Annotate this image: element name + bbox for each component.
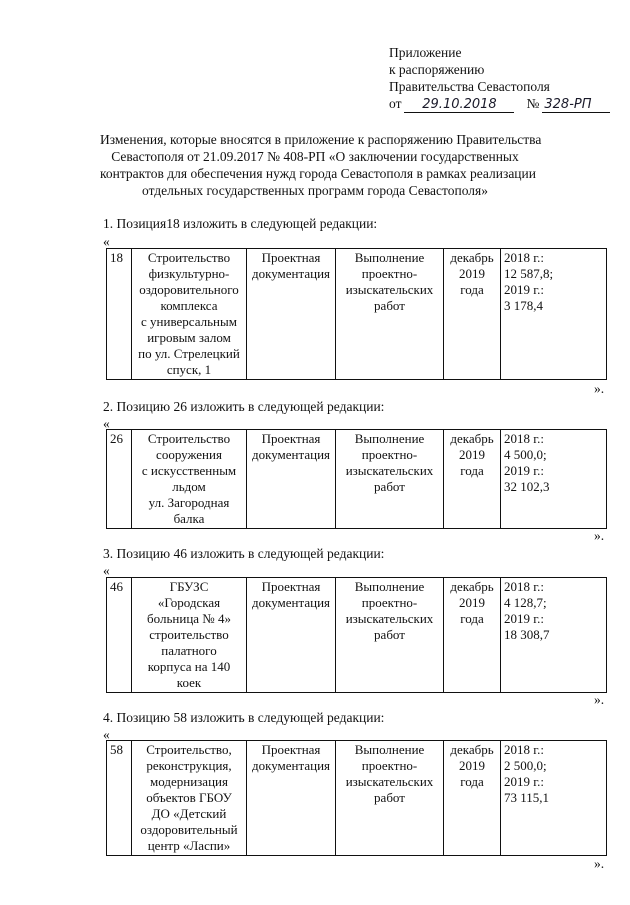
documentation-type bbox=[247, 741, 336, 856]
work-line: Выполнение bbox=[354, 579, 425, 594]
document-header bbox=[389, 44, 610, 113]
doc-line: Проектная bbox=[261, 742, 321, 757]
doc-line: документация bbox=[251, 447, 331, 462]
position-number: 18 bbox=[107, 249, 132, 380]
name-line: ГБУЗС bbox=[169, 579, 209, 594]
section-1-label: 1. Позиция18 изложить в следующей редакции: bbox=[103, 216, 378, 231]
sum-line: 2019 г.: bbox=[504, 463, 544, 478]
work-line: изыскательских bbox=[345, 463, 434, 478]
date-line: декабрь bbox=[450, 579, 494, 594]
name-line: объектов ГБОУ bbox=[146, 790, 232, 805]
object-name bbox=[132, 430, 247, 529]
name-line: «Городская bbox=[157, 595, 221, 610]
sum-line: 32 102,3 bbox=[504, 479, 550, 494]
work-line: Выполнение bbox=[354, 742, 425, 757]
position-number: 26 bbox=[107, 430, 132, 529]
section-2-label: 2. Позицию 26 изложить в следующей редакции: bbox=[103, 399, 385, 414]
funding-amounts bbox=[501, 249, 607, 380]
work-line: Выполнение bbox=[354, 250, 425, 265]
section-1-table bbox=[106, 248, 607, 380]
work-line: проектно- bbox=[361, 266, 418, 281]
documentation-type bbox=[247, 249, 336, 380]
sum-line: 2019 г.: bbox=[504, 774, 544, 789]
position-number: 46 bbox=[107, 578, 132, 693]
date-line: 2019 bbox=[459, 595, 485, 610]
doc-line: документация bbox=[251, 758, 331, 773]
name-line: игровым залом bbox=[147, 330, 231, 345]
section-4-table bbox=[106, 740, 607, 856]
name-line: коек bbox=[176, 675, 202, 690]
object-name bbox=[132, 249, 247, 380]
sum-line: 2019 г.: bbox=[504, 282, 544, 297]
name-line: с искусственным bbox=[141, 463, 237, 478]
section-2-table bbox=[106, 429, 607, 529]
work-type bbox=[336, 741, 444, 856]
title-line-4: отдельных государственных программ города Севастополя» bbox=[142, 183, 488, 198]
table-row bbox=[107, 578, 607, 693]
date-line: года bbox=[460, 282, 484, 297]
name-line: строительство bbox=[149, 627, 229, 642]
name-line: Строительство bbox=[147, 250, 231, 265]
section-4-label: 4. Позицию 58 изложить в следующей редакции: bbox=[103, 710, 385, 725]
date-line: года bbox=[460, 611, 484, 626]
sum-line: 12 587,8; bbox=[504, 266, 554, 281]
section-3-label: 3. Позицию 46 изложить в следующей редакции: bbox=[103, 546, 385, 561]
section-2-quote-open: « bbox=[103, 416, 110, 431]
work-line: проектно- bbox=[361, 758, 418, 773]
work-type bbox=[336, 249, 444, 380]
funding-amounts bbox=[501, 741, 607, 856]
name-line: модернизация bbox=[150, 774, 228, 789]
header-date-line bbox=[389, 95, 610, 113]
date-line: года bbox=[460, 774, 484, 789]
table-row bbox=[107, 249, 607, 380]
sum-line: 2018 г.: bbox=[504, 579, 544, 594]
work-line: работ bbox=[374, 627, 405, 642]
title-line-3: контрактов для обеспечения нужд города Севастополя в рамках реализации bbox=[100, 166, 536, 181]
header-line-government: Правительства Севастополя bbox=[389, 79, 550, 94]
section-1-quote-open: « bbox=[103, 234, 110, 249]
name-line: больница № 4» bbox=[147, 611, 231, 626]
work-line: работ bbox=[374, 479, 405, 494]
section-4-quote-open: « bbox=[103, 727, 110, 742]
date-line: года bbox=[460, 463, 484, 478]
work-line: работ bbox=[374, 790, 405, 805]
section-2-quote-close: ». bbox=[594, 528, 605, 543]
name-line: физкультурно- bbox=[148, 266, 230, 281]
name-line: балка bbox=[173, 511, 205, 526]
number-prefix: № bbox=[526, 96, 540, 111]
funding-amounts bbox=[501, 430, 607, 529]
header-line-order: к распоряжению bbox=[389, 62, 485, 77]
section-3-table bbox=[106, 577, 607, 693]
section-3-quote-close: ». bbox=[594, 692, 605, 707]
work-line: работ bbox=[374, 298, 405, 313]
name-line: корпуса на 140 bbox=[147, 659, 231, 674]
sum-line: 2018 г.: bbox=[504, 250, 544, 265]
work-line: проектно- bbox=[361, 447, 418, 462]
date-line: 2019 bbox=[459, 447, 485, 462]
completion-date bbox=[444, 249, 501, 380]
completion-date bbox=[444, 578, 501, 693]
date-line: 2019 bbox=[459, 266, 485, 281]
name-line: оздоровительный bbox=[140, 822, 238, 837]
doc-line: документация bbox=[251, 595, 331, 610]
sum-line: 4 128,7; bbox=[504, 595, 547, 610]
work-line: проектно- bbox=[361, 595, 418, 610]
sum-line: 2018 г.: bbox=[504, 742, 544, 757]
table-row bbox=[107, 741, 607, 856]
work-type bbox=[336, 578, 444, 693]
handwritten-number: 328-РП bbox=[542, 97, 610, 113]
sum-line: 2 500,0; bbox=[504, 758, 547, 773]
title-line-1: Изменения, которые вносятся в приложение к распоряжению Правительства bbox=[100, 132, 542, 147]
position-number: 58 bbox=[107, 741, 132, 856]
object-name bbox=[132, 578, 247, 693]
name-line: реконструкция, bbox=[146, 758, 232, 773]
name-line: с универсальным bbox=[141, 314, 237, 329]
date-line: декабрь bbox=[450, 250, 494, 265]
name-line: спуск, 1 bbox=[166, 362, 212, 377]
completion-date bbox=[444, 430, 501, 529]
sum-line: 2019 г.: bbox=[504, 611, 544, 626]
name-line: центр «Ласпи» bbox=[147, 838, 231, 853]
section-4-quote-close: ». bbox=[594, 856, 605, 871]
handwritten-date: 29.10.2018 bbox=[404, 97, 514, 113]
document-title bbox=[100, 131, 542, 199]
doc-line: документация bbox=[251, 266, 331, 281]
date-line: декабрь bbox=[450, 742, 494, 757]
name-line: Строительство bbox=[147, 431, 231, 446]
documentation-type bbox=[247, 578, 336, 693]
work-line: изыскательских bbox=[345, 282, 434, 297]
header-line-appendix: Приложение bbox=[389, 45, 462, 60]
section-1-quote-close: ». bbox=[594, 381, 605, 396]
name-line: сооружения bbox=[156, 447, 222, 462]
name-line: комплекса bbox=[160, 298, 218, 313]
funding-amounts bbox=[501, 578, 607, 693]
date-line: 2019 bbox=[459, 758, 485, 773]
documentation-type bbox=[247, 430, 336, 529]
name-line: по ул. Стрелецкий bbox=[138, 346, 240, 361]
object-name bbox=[132, 741, 247, 856]
name-line: ДО «Детский bbox=[151, 806, 227, 821]
work-line: изыскательских bbox=[345, 774, 434, 789]
work-type bbox=[336, 430, 444, 529]
sum-line: 18 308,7 bbox=[504, 627, 550, 642]
date-prefix: от bbox=[389, 96, 402, 111]
doc-line: Проектная bbox=[261, 579, 321, 594]
table-row bbox=[107, 430, 607, 529]
date-line: декабрь bbox=[450, 431, 494, 446]
work-line: Выполнение bbox=[354, 431, 425, 446]
sum-line: 73 115,1 bbox=[504, 790, 550, 805]
sum-line: 3 178,4 bbox=[504, 298, 543, 313]
completion-date bbox=[444, 741, 501, 856]
name-line: палатного bbox=[161, 643, 217, 658]
title-line-2: Севастополя от 21.09.2017 № 408-РП «О заключении государственных bbox=[111, 149, 519, 164]
work-line: изыскательских bbox=[345, 611, 434, 626]
name-line: Строительство, bbox=[146, 742, 232, 757]
doc-line: Проектная bbox=[261, 431, 321, 446]
name-line: ул. Загородная bbox=[148, 495, 230, 510]
doc-line: Проектная bbox=[261, 250, 321, 265]
name-line: оздоровительного bbox=[139, 282, 239, 297]
sum-line: 4 500,0; bbox=[504, 447, 547, 462]
section-3-quote-open: « bbox=[103, 563, 110, 578]
name-line: льдом bbox=[172, 479, 206, 494]
sum-line: 2018 г.: bbox=[504, 431, 544, 446]
